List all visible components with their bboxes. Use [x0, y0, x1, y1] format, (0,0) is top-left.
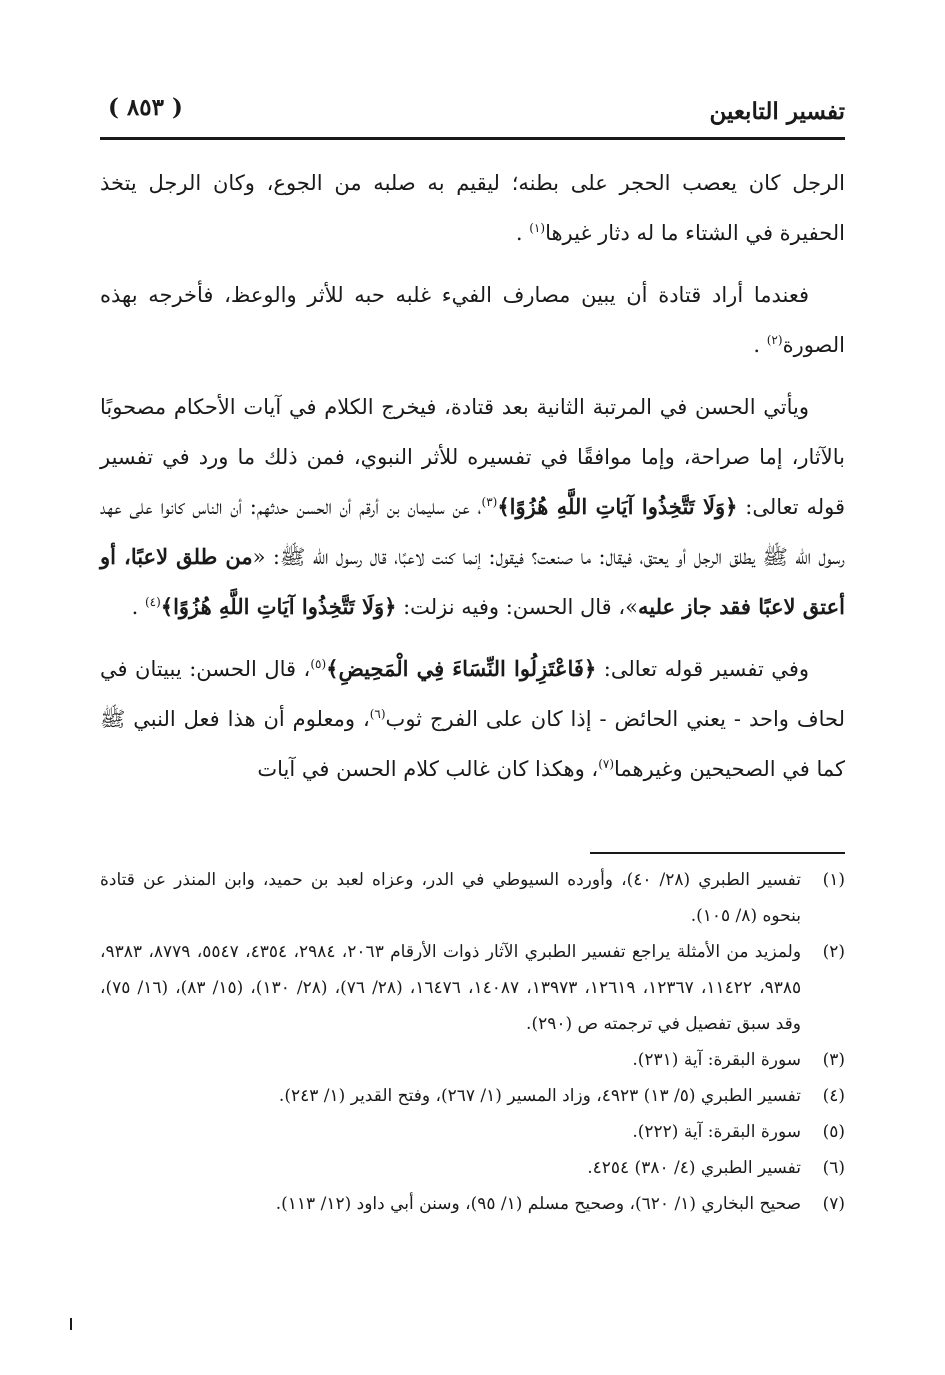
text-run: . [515, 221, 530, 245]
paragraph-4 [100, 644, 845, 794]
footnote-ref[interactable]: (٧) [598, 757, 615, 771]
footnote-number: (١) [822, 870, 845, 890]
text-run: ، ومعلوم أن هذا فعل النبي ﷺ كما في الصحيحين وغيرهما [100, 707, 845, 781]
text-run: . [131, 595, 145, 619]
paragraph-3 [100, 382, 845, 632]
page-mark [70, 1318, 72, 1330]
text-run: ويأتي الحسن في المرتبة الثانية بعد قتادة، فيخرج الكلام في آيات الأحكام مصحوبًا بالآثار، إما صراحة، وإما موافقًا في تفسيره للأثر النبوي، فمن ذلك ما ورد في تفسير قوله تعالى: [100, 395, 845, 519]
page-header [100, 88, 845, 140]
footnote-number: (٦) [822, 1158, 845, 1178]
footnote [100, 1114, 845, 1150]
footnote-text: ولمزيد من الأمثلة يراجع تفسير الطبري الآثار ذوات الأرقام ٢٠٦٣، ٢٩٨٤، ٤٣٥٤، ٥٥٤٧، ٨٧٧٩، ٩٣٨٣، ٩٣٨٥، ١١٤٢٢، ١٢٣٦٧، ١٢٦١٩، ١٣٩٧٣، ١٤٠٨٧، ١٦٤٧٦، (٢٨/ ٧٦)، (٢٨/ ١٣٠)، (١٥/ ٨٣)، (١٦/ ٧٥)، وقد سبق تفصيل في ترجمته ص (٢٩٠). [100, 942, 802, 1034]
footnote [100, 934, 845, 1042]
footnotes [100, 862, 845, 1222]
hadith-quote: من طلق لاعبًا، أو أعتق لاعبًا فقد جاز عليه [100, 544, 845, 619]
text-run: ، وهكذا كان غالب كلام الحسن في آيات [257, 757, 599, 781]
footnote-text: تفسير الطبري (٢٨/ ٤٠)، وأورده السيوطي في الدر، وعزاه لعبد بن حميد، وابن المنذر عن قتادة بنحوه (٨/ ١٠٥). [100, 870, 801, 926]
footnote-text: سورة البقرة: آية (٢٣١). [632, 1050, 801, 1070]
footnote-ref[interactable]: (٣) [481, 495, 498, 509]
footnote-number: (٧) [822, 1194, 845, 1214]
footnote-number: (٢) [822, 942, 845, 962]
quran-verse: ﴿وَلَا تَتَّخِذُوا آيَاتِ اللَّهِ هُزُوًا﴾ [497, 494, 738, 519]
paragraph-1 [100, 158, 845, 258]
footnote-text: تفسير الطبري (٥/ ١٣) ٤٩٢٣، وزاد المسير (١/ ٢٦٧)، وفتح القدير (١/ ٢٤٣). [278, 1086, 801, 1106]
footnote [100, 862, 845, 934]
footnote-text: صحيح البخاري (١/ ٦٢٠)، وصحيح مسلم (١/ ٩٥)، وسنن أبي داود (١٢/ ١١٣). [275, 1194, 801, 1214]
footnote [100, 1078, 845, 1114]
text-run: فعندما أراد قتادة أن يبين مصارف الفيء غلبه حبه للأثر والوعظ، فأخرجه بهذه الصورة [100, 283, 845, 357]
text-run: »، قال الحسن: وفيه نزلت: [396, 595, 638, 619]
text-run: وفي تفسير قوله تعالى: [596, 657, 809, 681]
footnote-text: تفسير الطبري (٤/ ٣٨٠) ٤٢٥٤. [587, 1158, 801, 1178]
footnote [100, 1186, 845, 1222]
header-rule [100, 137, 845, 140]
text-run: ، قال الحسن: يبيتان في لحاف واحد - يعني الحائض - إذا كان على الفرج ثوب [100, 657, 845, 731]
footnote-text: سورة البقرة: آية (٢٢٢). [632, 1122, 801, 1142]
footnote-ref[interactable]: (٥) [310, 657, 327, 671]
page-number: ( ٨٥٣ ) [108, 94, 183, 121]
footnote-number: (٤) [822, 1086, 845, 1106]
text-run: الرجل كان يعصب الحجر على بطنه؛ ليقيم به صلبه من الجوع، وكان الرجل يتخذ الحفيرة في الشتاء ما له دثار غيرها [100, 171, 845, 245]
footnote-ref[interactable]: (٦) [369, 707, 386, 721]
footnote-ref[interactable]: (٢) [766, 333, 783, 347]
footnote-separator [590, 852, 845, 854]
running-title: تفسير التابعين [709, 98, 845, 125]
quran-verse: ﴿وَلَا تَتَّخِذُوا آيَاتِ اللَّهِ هُزُوًا﴾ [160, 594, 397, 619]
text-run: . [753, 333, 767, 357]
text-run: ، عن سليمان بن أرقم أن الحسن حدثهم: أن الناس كانوا على عهد رسول الله ﷺ يطلق الرجل أو يعتق، فيقال: ما صنعت؟ فيقول: إنما كنت لاعبًا، قال رسول الله ﷺ: « [100, 495, 845, 569]
quran-verse: ﴿فَاعْتَزِلُوا النِّسَاءَ فِي الْمَحِيضِ﴾ [326, 656, 597, 681]
main-text [100, 158, 845, 806]
footnote-number: (٣) [822, 1050, 845, 1070]
footnote-ref[interactable]: (١) [529, 221, 546, 235]
footnote [100, 1042, 845, 1078]
footnote [100, 1150, 845, 1186]
footnote-ref[interactable]: (٤) [144, 595, 161, 609]
footnote-number: (٥) [822, 1122, 845, 1142]
paragraph-2 [100, 270, 845, 370]
